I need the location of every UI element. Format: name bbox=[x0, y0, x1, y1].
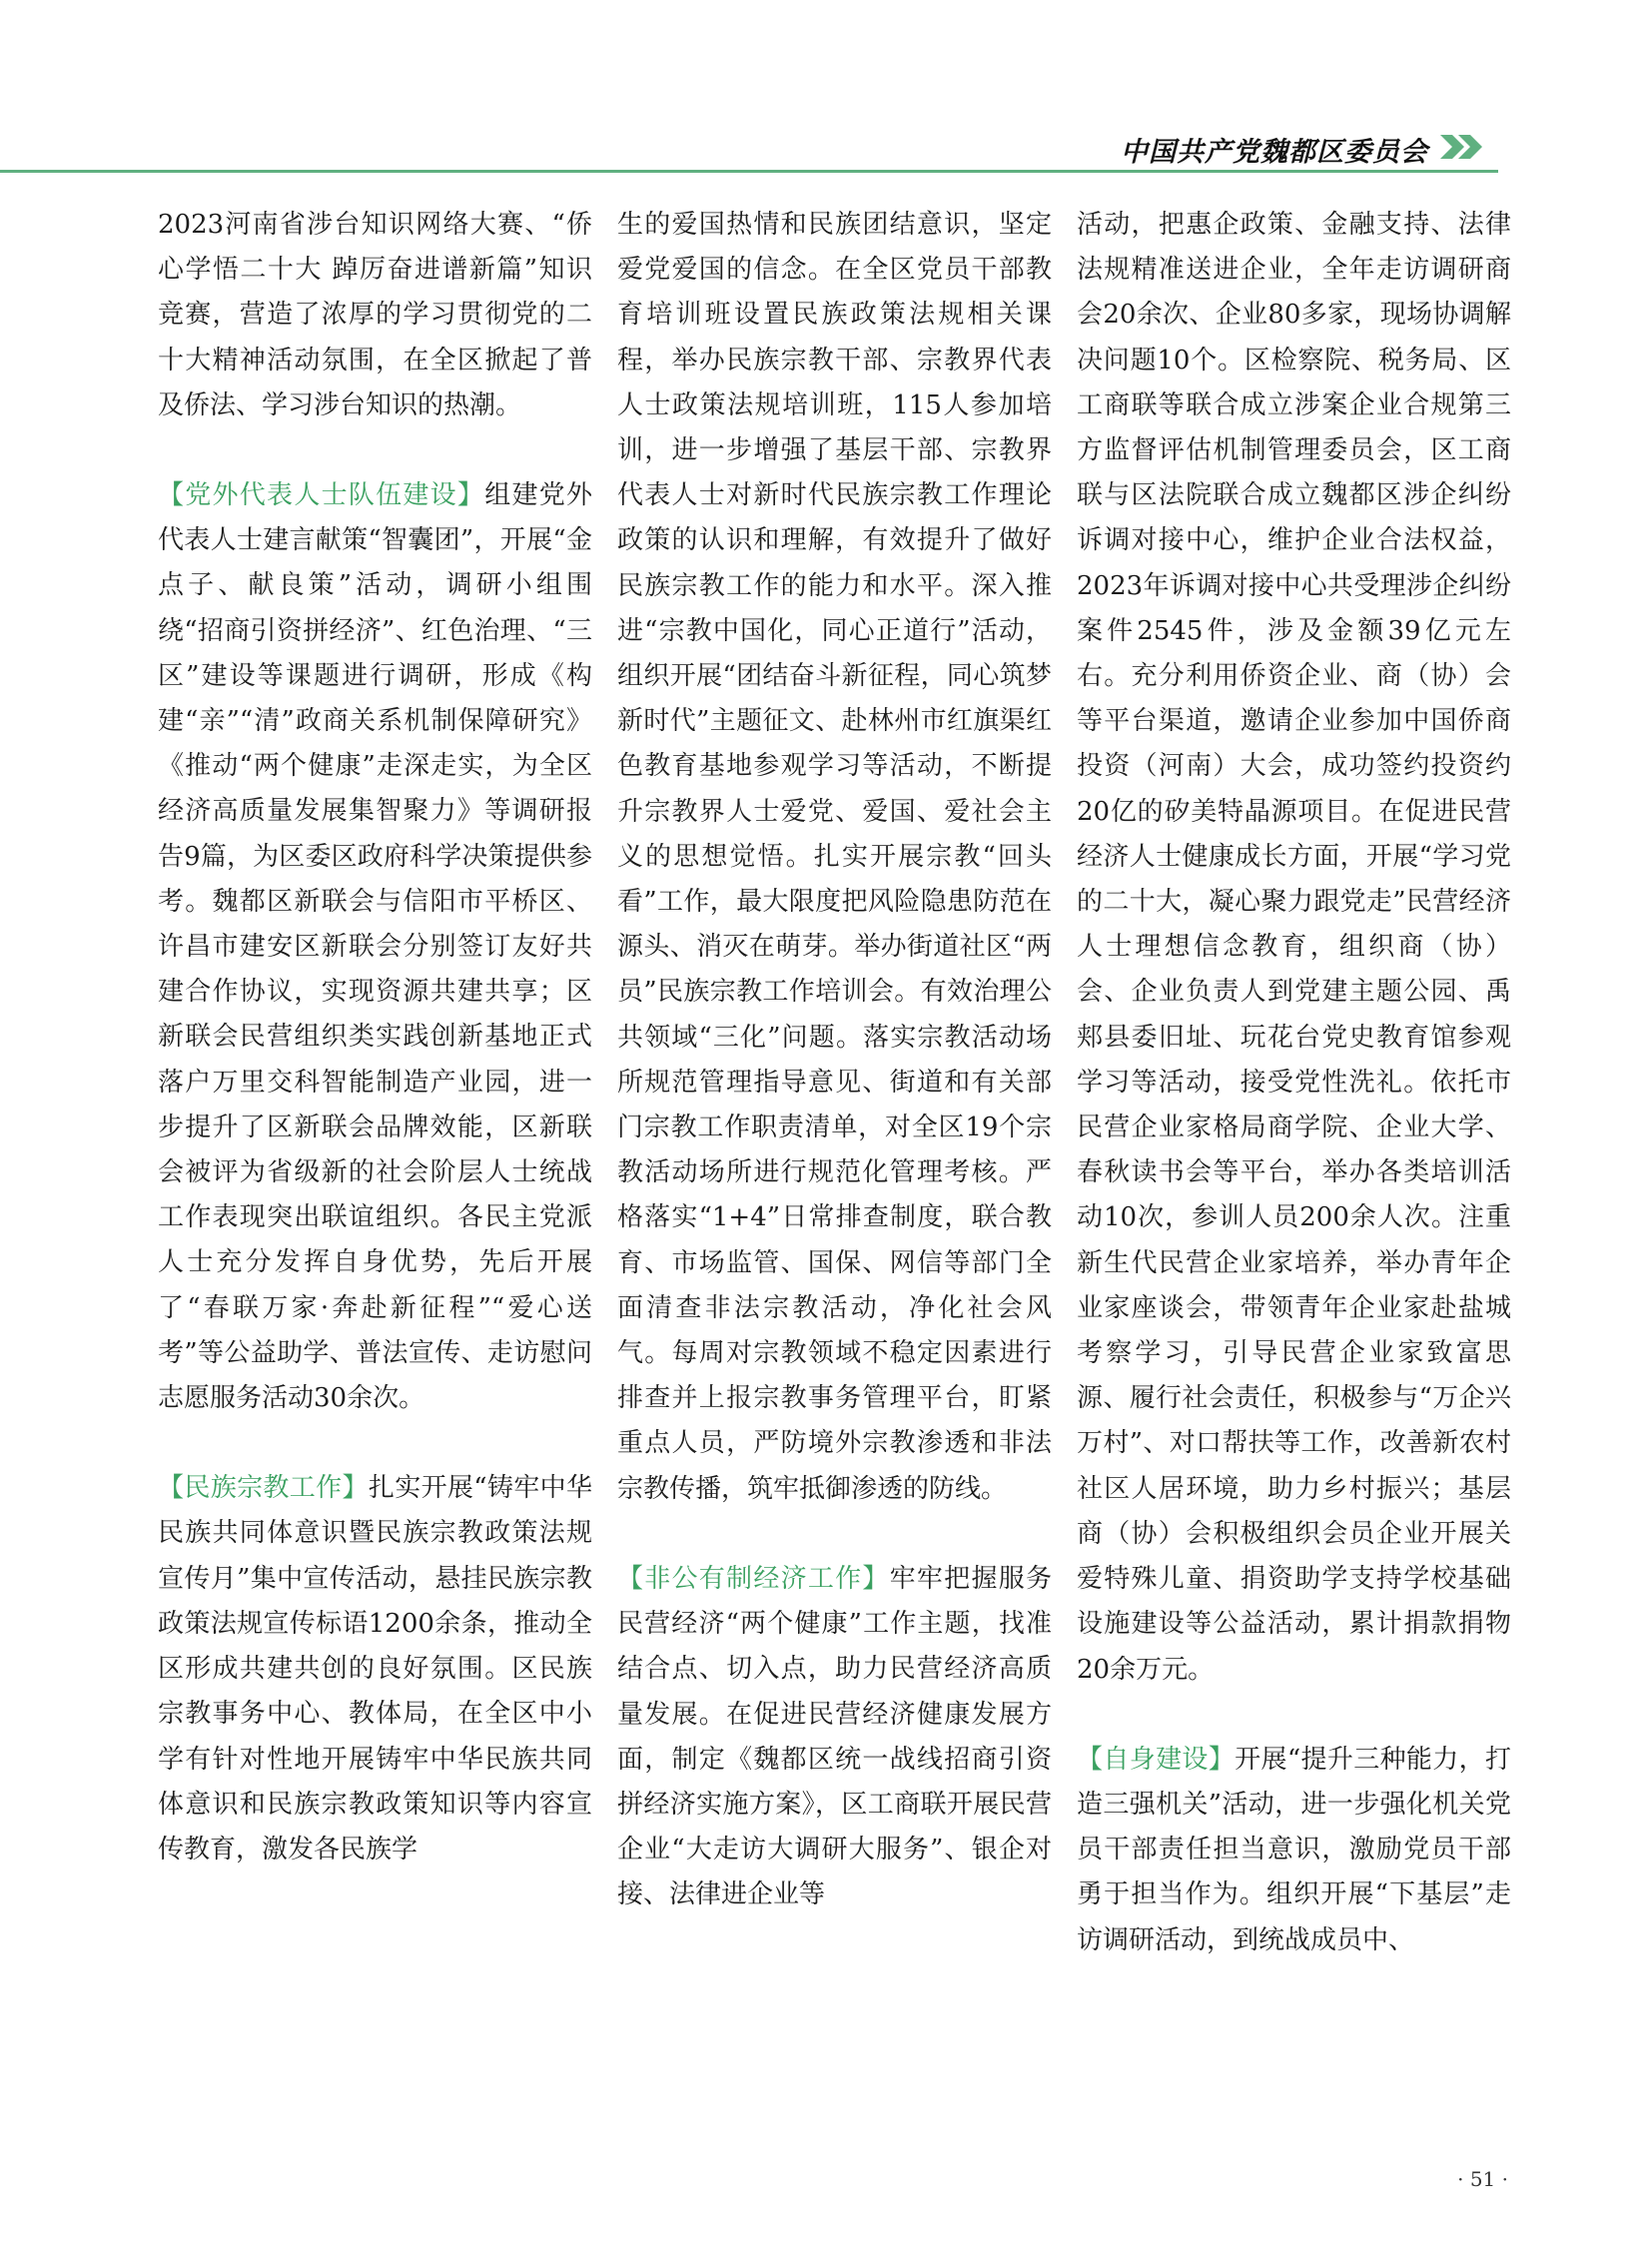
section-heading: 【非公有制经济工作】 bbox=[617, 1563, 890, 1594]
paragraph bbox=[617, 203, 1052, 1512]
paragraph bbox=[158, 473, 592, 1421]
paragraph-text: 扎实开展“铸牢中华民族共同体意识暨民族宗教政策法规宣传月”集中宣传活动，悬挂民族宗教政策法规宣传标语1200余条，推动全区形成共建共创的良好氛围。区民族宗教事务中心、教体局，在全区中小学有针对性地开展铸牢中华民族共同体意识和民族宗教政策知识等内容宣传教育，激发各民族学 bbox=[158, 1473, 592, 1865]
paragraph-text: 生的爱国热情和民族团结意识，坚定爱党爱国的信念。在全区党员干部教育培训班设置民族政策法规相关课程，举办民族宗教干部、宗教界代表人士政策法规培训班，115人参加培训，进一步增强了基层干部、宗教界代表人士对新时代民族宗教工作理论政策的认识和理解，有效提升了做好民族宗教工作的能力和水平。深入推进“宗教中国化，同心正道行”活动，组织开展“团结奋斗新征程，同心筑梦新时代”主题征文、赴林州市红旗渠红色教育基地参观学习等活动，不断提升宗教界人士爱党、爱国、爱社会主义的思想觉悟。扎实开展宗教“回头看”工作，最大限度把风险隐患防范在源头、消灭在萌芽。举办街道社区“两员”民族宗教工作培训会。有效治理公共领域“三化”问题。落实宗教活动场所规范管理指导意见、街道和有关部门宗教工作职责清单，对全区19个宗教活动场所进行规范化管理考核。严格落实“1+4”日常排查制度，联合教育、市场监管、国保、网信等部门全面清查非法宗教活动，净化社会风气。每周对宗教领域不稳定因素进行排查并上报宗教事务管理平台，盯紧重点人员，严防境外宗教渗透和非法宗教传播，筑牢抵御渗透的防线。 bbox=[617, 210, 1052, 1504]
paragraph bbox=[617, 1557, 1052, 1918]
paragraph-text: 牢牢把握服务民营经济“两个健康”工作主题，找准结合点、切入点，助力民营经济高质量发展。在促进民营经济健康发展方面，制定《魏都区统一战线招商引资拼经济实施方案》，区工商联开展民营企业“大走访大调研大服务”、银企对接、法律进企业等 bbox=[617, 1563, 1052, 1910]
paragraph-text: 组建党外代表人士建言献策“智囊团”，开展“金点子、献良策”活动，调研小组围绕“招商引资拼经济”、红色治理、“三区”建设等课题进行调研，形成《构建“亲”“清”政商关系机制保障研究》《推动“两个健康”走深走实，为全区经济高质量发展集智聚力》等调研报告9篇，为区委区政府科学决策提供参考。魏都区新联会与信阳市平桥区、许昌市建安区新联会分别签订友好共建合作协议，实现资源共建共享；区新联会民营组织类实践创新基地正式落户万里交科智能制造产业园，进一步提升了区新联会品牌效能，区新联会被评为省级新的社会阶层人士统战工作表现突出联谊组织。各民主党派人士充分发挥自身优势，先后开展了“春联万家·奔赴新征程”“爱心送考”等公益助学、普法宣传、走访慰问志愿服务活动30余次。 bbox=[158, 480, 592, 1414]
paragraph bbox=[158, 1466, 592, 1872]
text-column-3 bbox=[1077, 203, 1511, 2120]
section-heading: 【党外代表人士队伍建设】 bbox=[158, 480, 485, 511]
paragraph bbox=[1077, 1738, 1511, 1963]
paragraph-text: 2023河南省涉台知识网络大赛、“侨心学悟二十大 踔厉奋进谱新篇”知识竞赛，营造了浓厚的学习贯彻党的二十大精神活动氛围，在全区掀起了普及侨法、学习涉台知识的热潮。 bbox=[158, 210, 592, 420]
text-column-1 bbox=[158, 203, 592, 2120]
paragraph-text: 开展“提升三种能力，打造三强机关”活动，进一步强化机关党员干部责任担当意识，激励党员干部勇于担当作为。组织开展“下基层”走访调研活动，到统战成员中、 bbox=[1077, 1744, 1511, 1955]
paragraph bbox=[158, 203, 592, 428]
text-column-2 bbox=[617, 203, 1052, 2120]
page-header-title: 中国共产党魏都区委员会 bbox=[1121, 137, 1428, 168]
page-number: · 51 · bbox=[1457, 2167, 1508, 2191]
paragraph bbox=[1077, 203, 1511, 1693]
paragraph-text: 活动，把惠企政策、金融支持、法律法规精准送进企业，全年走访调研商会20余次、企业80多家，现场协调解决问题10个。区检察院、税务局、区工商联等联合成立涉案企业合规第三方监督评估机制管理委员会，区工商联与区法院联合成立魏都区涉企纠纷诉调对接中心，维护企业合法权益，2023年诉调对接中心共受理涉企纠纷案件2545件，涉及金额39亿元左右。充分利用侨资企业、商（协）会等平台渠道，邀请企业参加中国侨商投资（河南）大会，成功签约投资约20亿的矽美特晶源项目。在促进民营经济人士健康成长方面，开展“学习党的二十大，凝心聚力跟党走”民营经济人士理想信念教育，组织商（协）会、企业负责人到党建主题公园、禹郏县委旧址、玩花台党史教育馆参观学习等活动，接受党性洗礼。依托市民营企业家格局商学院、企业大学、春秋读书会等平台，举办各类培训活动10次，参训人员200余人次。注重新生代民营企业家培养，举办青年企业家座谈会，带领青年企业家赴盐城考察学习，引导民营企业家致富思源、履行社会责任，积极参与“万企兴万村”、对口帮扶等工作，改善新农村社区人居环境，助力乡村振兴；基层商（协）会积极组织会员企业开展关爱特殊儿童、捐资助学支持学校基础设施建设等公益活动，累计捐款捐物20余万元。 bbox=[1077, 210, 1511, 1685]
section-heading: 【自身建设】 bbox=[1077, 1744, 1236, 1775]
double-chevron-right-icon bbox=[1438, 132, 1486, 162]
section-heading: 【民族宗教工作】 bbox=[158, 1473, 369, 1504]
header-divider bbox=[0, 170, 1498, 173]
